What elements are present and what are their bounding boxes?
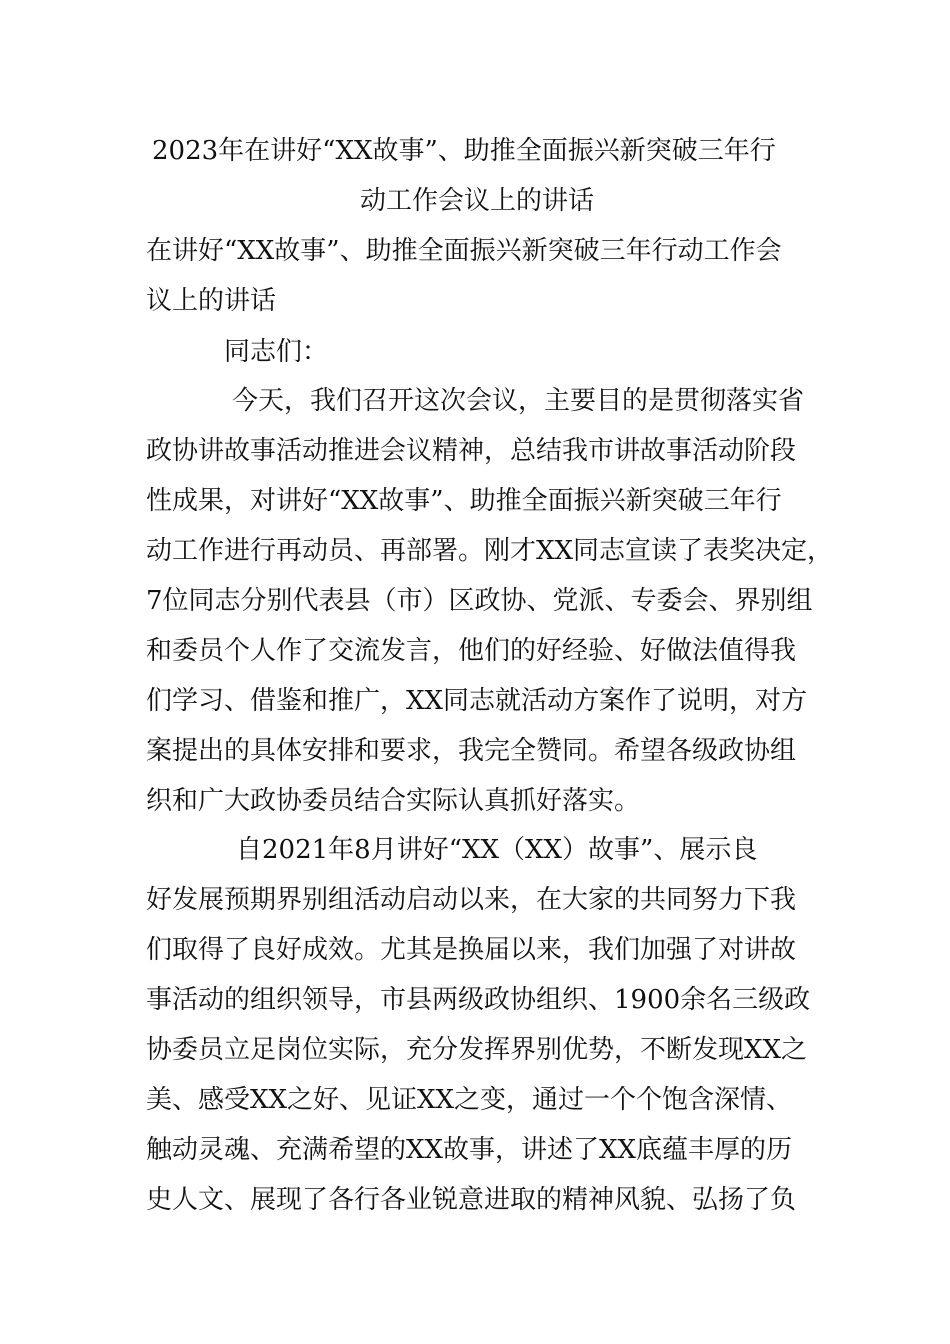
paragraph-1-line-2: 政协讲故事活动推进会议精神，总结我市讲故事活动阶段 bbox=[146, 436, 797, 466]
paragraph-1-line-7: 们学习、借鉴和推广，XX同志就活动方案作了说明，对方 bbox=[146, 686, 808, 716]
paragraph-2-line-2: 好发展预期界别组活动启动以来，在大家的共同努力下我 bbox=[146, 885, 797, 915]
paragraph-2-line-8: 史人文、展现了各行各业锐意进取的精神风貌、弘扬了负 bbox=[146, 1185, 797, 1215]
paragraph-1-line-3: 性成果，对讲好“XX故事”、助推全面振兴新突破三年行 bbox=[146, 486, 782, 516]
paragraph-1-line-1: 今天，我们召开这次会议，主要目的是贯彻落实省 bbox=[232, 386, 805, 416]
salutation: 同志们： bbox=[224, 337, 329, 367]
paragraph-2-line-7: 触动灵魂、充满希望的XX故事，讲述了XX底蕴丰厚的历 bbox=[146, 1135, 793, 1165]
paragraph-1-line-9: 织和广大政协委员结合实际认真抓好落实。 bbox=[146, 786, 641, 816]
document-title-line-1: 2023年在讲好“XX故事”、助推全面振兴新突破三年行 bbox=[152, 136, 776, 166]
paragraph-1-line-5: 7位同志分别代表县（市）区政协、党派、专委会、界别组 bbox=[146, 586, 813, 616]
paragraph-2-line-6: 美、感受XX之好、见证XX之变，通过一个个饱含深情、 bbox=[146, 1085, 793, 1115]
document-subtitle-line-2: 议上的讲话 bbox=[146, 286, 277, 316]
paragraph-1-line-4: 动工作进行再动员、再部署。刚才XX同志宣读了表奖决定， bbox=[146, 536, 834, 566]
paragraph-2-line-5: 协委员立足岗位实际，充分发挥界别优势，不断发现XX之 bbox=[146, 1035, 808, 1065]
document-title-line-2: 动工作会议上的讲话 bbox=[360, 186, 595, 216]
paragraph-2-line-1: 自2021年8月讲好“XX（XX）故事”、展示良 bbox=[236, 835, 758, 865]
paragraph-1-line-8: 案提出的具体安排和要求，我完全赞同。希望各级政协组 bbox=[146, 736, 797, 766]
paragraph-2-line-3: 们取得了良好成效。尤其是换届以来，我们加强了对讲故 bbox=[146, 935, 797, 965]
document-subtitle-line-1: 在讲好“XX故事”、助推全面振兴新突破三年行动工作会 bbox=[146, 236, 782, 266]
paragraph-2-line-4: 事活动的组织领导，市县两级政协组织、1900余名三级政 bbox=[146, 985, 811, 1015]
paragraph-1-line-6: 和委员个人作了交流发言，他们的好经验、好做法值得我 bbox=[146, 636, 797, 666]
